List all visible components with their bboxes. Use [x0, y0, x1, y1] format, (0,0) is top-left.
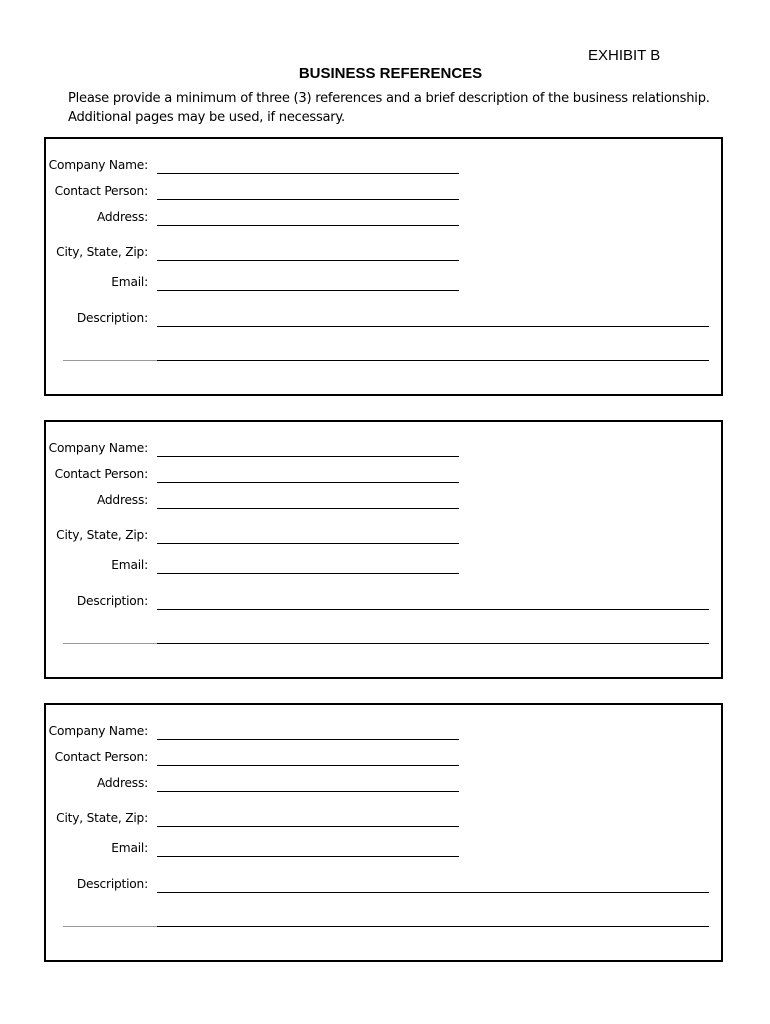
- address-label: Address:: [96, 210, 148, 224]
- company-name-field[interactable]: [157, 173, 459, 174]
- contact-person-label: Contact Person:: [54, 467, 148, 481]
- address-label: Address:: [96, 493, 148, 507]
- email-label: Email:: [111, 275, 148, 289]
- address-label: Address:: [96, 776, 148, 790]
- contact-person-field[interactable]: [157, 765, 459, 766]
- company-name-label: Company Name:: [48, 158, 148, 172]
- description-label: Description:: [76, 877, 148, 891]
- company-name-label: Company Name:: [48, 441, 148, 455]
- contact-person-label: Contact Person:: [54, 750, 148, 764]
- description-label: Description:: [76, 594, 148, 608]
- email-field[interactable]: [157, 290, 459, 291]
- email-label: Email:: [111, 558, 148, 572]
- exhibit-label: EXHIBIT B: [588, 47, 661, 64]
- email-field[interactable]: [157, 573, 459, 574]
- company-name-label: Company Name:: [48, 724, 148, 738]
- email-label: Email:: [111, 841, 148, 855]
- company-name-field[interactable]: [157, 739, 459, 740]
- reference-box-3: [44, 703, 723, 962]
- city-state-zip-field[interactable]: [157, 260, 459, 261]
- city-state-zip-field[interactable]: [157, 826, 459, 827]
- contact-person-field[interactable]: [157, 482, 459, 483]
- description-label: Description:: [76, 311, 148, 325]
- page-title: BUSINESS REFERENCES: [298, 65, 483, 82]
- description-field[interactable]: [157, 326, 709, 327]
- address-field[interactable]: [157, 225, 459, 226]
- address-field[interactable]: [157, 508, 459, 509]
- city-state-zip-label: City, State, Zip:: [56, 528, 148, 542]
- contact-person-field[interactable]: [157, 199, 459, 200]
- city-state-zip-label: City, State, Zip:: [56, 245, 148, 259]
- contact-person-label: Contact Person:: [54, 184, 148, 198]
- instructions-line-2: Additional pages may be used, if necessary.: [68, 110, 345, 125]
- description-line-2-dark: [157, 643, 709, 644]
- description-field[interactable]: [157, 892, 709, 893]
- description-line-2-dark: [157, 926, 709, 927]
- city-state-zip-field[interactable]: [157, 543, 459, 544]
- company-name-field[interactable]: [157, 456, 459, 457]
- city-state-zip-label: City, State, Zip:: [56, 811, 148, 825]
- reference-box-1: [44, 137, 723, 396]
- description-field[interactable]: [157, 609, 709, 610]
- reference-box-2: [44, 420, 723, 679]
- email-field[interactable]: [157, 856, 459, 857]
- instructions-line-1: Please provide a minimum of three (3) references and a brief description of the business relationship.: [68, 91, 710, 106]
- address-field[interactable]: [157, 791, 459, 792]
- instructions: [68, 89, 748, 127]
- description-line-2-dark: [157, 360, 709, 361]
